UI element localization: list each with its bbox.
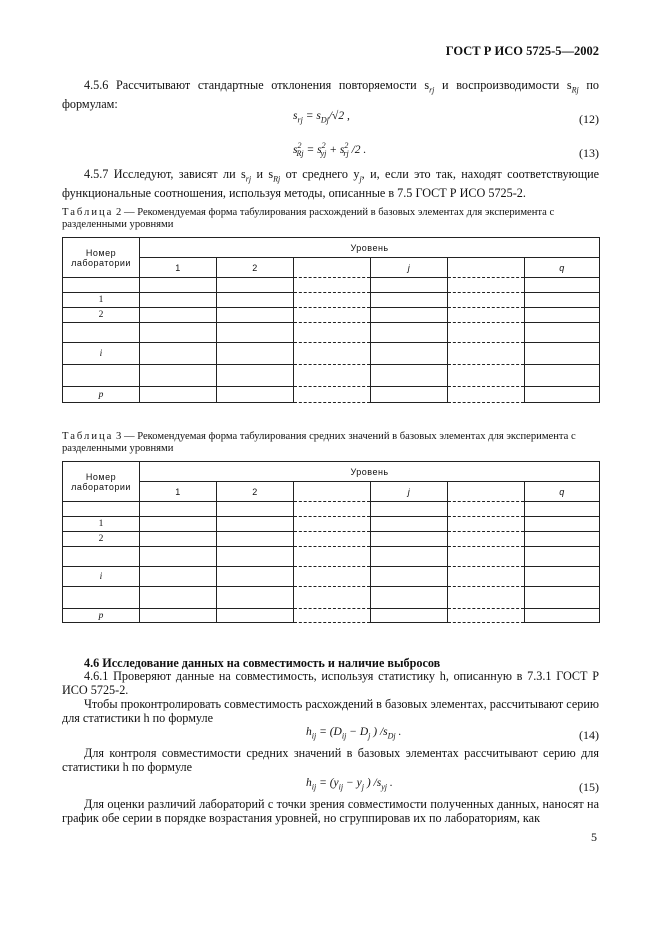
equation-12-number: (12): [579, 112, 599, 126]
table3-row-label: [63, 587, 140, 609]
table3-row-spacer: [63, 502, 140, 517]
table2-header-level: Уровень: [140, 238, 600, 258]
table3-level: j: [371, 482, 448, 502]
p1-mid: и воспроизводимости s: [434, 78, 572, 92]
table2-row-label: p: [63, 387, 140, 403]
table3-row-label: 1: [63, 517, 140, 532]
paragraph-4-5-7: 4.5.7 Исследуют, зависят ли $s_{rj}$ и $s_{Rj}$ от среднего $y_j$, и, если это так, находят соответствующие функциональные соотношения, используя методы, описанные в 7.5 ГОСТ Р ИСО 5725-2.: [62, 167, 600, 201]
table3-level: 1: [140, 482, 217, 502]
equation-15: $h_{ij} = (y_{ij} - y_j$ ) $/s_{yj}$ .: [306, 777, 393, 792]
equation-13-number: (13): [579, 146, 599, 160]
table2-level: 1: [140, 258, 217, 278]
table2-caption: Таблица 2 — Рекомендуемая форма табулирования расхождений в базовых элементах для эксперимента с разделенными уровнями: [62, 207, 555, 230]
table2-row-label: [63, 323, 140, 343]
table2-level: j: [371, 258, 448, 278]
table2-row-label: 2: [63, 308, 140, 323]
table2-level: [448, 258, 525, 278]
table3-level: [294, 482, 371, 502]
table2-row-label: 1: [63, 293, 140, 308]
table-2: [62, 237, 600, 403]
table3-level: q: [525, 482, 600, 502]
table3-row-label: p: [63, 609, 140, 623]
paragraph-4-6-3: Для контроля совместимости средних значений в базовых элементах рассчитывают серию для статистики h по формуле: [62, 746, 599, 774]
equation-14: $h_{ij} = (D_{ij} - D_j$ ) $/s_{Dj}$ .: [306, 726, 402, 741]
table2-level: 2: [217, 258, 294, 278]
table2-row-label: [63, 365, 140, 387]
paragraph-4-6-4: Для оценки различий лабораторий с точки зрения совместимости полученных данных, наносят на график обе серии в порядке возрастания уровней, но сгруппировав их по лабораториям, как: [62, 797, 599, 825]
section-heading-4-6: 4.6 Исследование данных на совместимость и наличие выбросов: [84, 656, 441, 670]
p1-end: по формулам:: [62, 78, 599, 112]
equation-14-number: (14): [579, 728, 599, 742]
document-header: ГОСТ Р ИСО 5725-5—2002: [445, 44, 599, 58]
page-number: 5: [591, 830, 597, 844]
paragraph-4-5-6: 4.5.6 Рассчитывают стандартные отклонения повторяемости $s_{rj}$ и воспроизводимости $s_{Rj}$ по формулам:: [62, 78, 599, 112]
table3-level: 2: [217, 482, 294, 502]
table3-header-level: Уровень: [140, 462, 600, 482]
paragraph-4-6-2: Чтобы проконтролировать совместимость расхождений в базовых элементах, рассчитывают серию для статистики h по формуле: [62, 697, 599, 725]
table3-header-lab: Номер лаборатории: [63, 462, 140, 502]
p1-text: 4.5.6 Рассчитывают стандартные отклонения повторяемости s: [84, 78, 430, 92]
equation-12: $s_{rj} = s_{Dj}/√2$ ,: [293, 110, 350, 125]
table2-row-spacer: [63, 278, 140, 293]
table3-row-label: i: [63, 567, 140, 587]
table2-header-lab: Номер лаборатории: [63, 238, 140, 278]
paragraph-4-6-1: 4.6.1 Проверяют данные на совместимость, используя статистику h, описанную в 7.3.1 ГОСТ Р ИСО 5725-2.: [62, 669, 599, 697]
table3-row-label: 2: [63, 532, 140, 547]
equation-15-number: (15): [579, 780, 599, 794]
table2-row-label: i: [63, 343, 140, 365]
table3-caption: Таблица 3 — Рекомендуемая форма табулирования средних значений в базовых элементах для эксперимента с разделенными уровнями: [62, 431, 576, 454]
equation-13: $s^2_{Rj} = s^2_{yj} + s^2_{rj}$ /2 .: [293, 141, 367, 159]
table-3: [62, 461, 600, 623]
table2-level: q: [525, 258, 600, 278]
table2-level: [294, 258, 371, 278]
table3-row-label: [63, 547, 140, 567]
table3-level: [448, 482, 525, 502]
